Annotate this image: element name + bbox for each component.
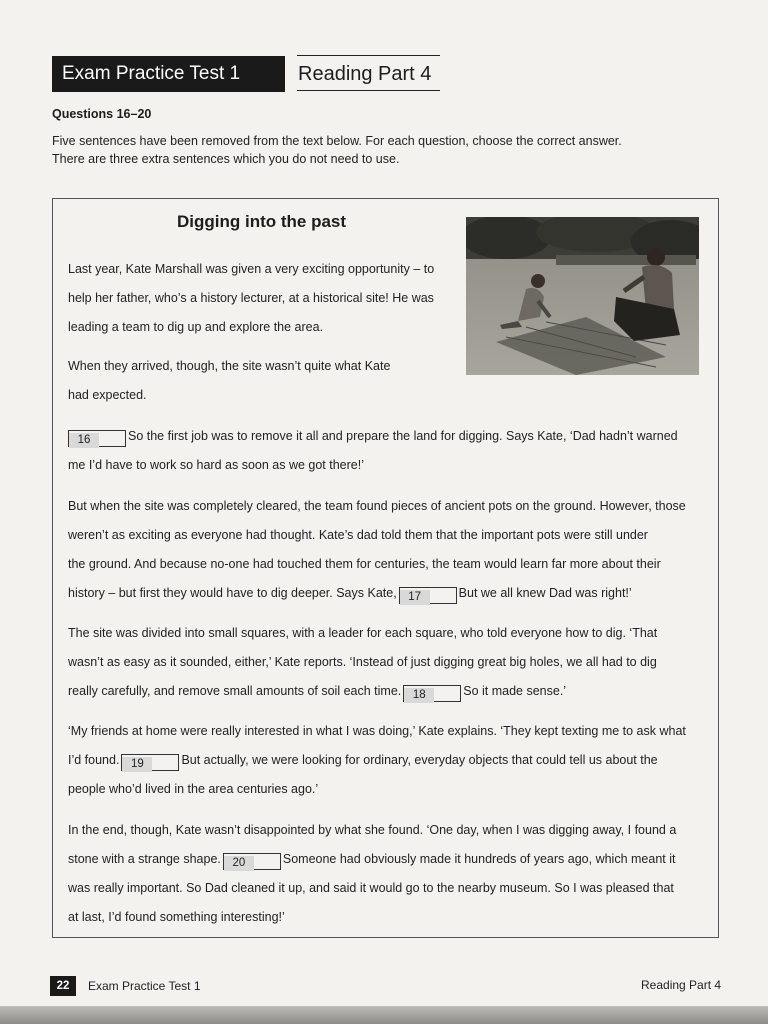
text-line: In the end, though, Kate wasn’t disappointed by what she found. ‘One day, when I was digging away, I found a	[68, 823, 677, 837]
questions-heading: Questions 16–20	[52, 107, 152, 121]
footer-part-label: Reading Part 4	[641, 978, 722, 992]
gap-number: 20	[224, 856, 254, 871]
text-span: history – but first they would have to dig deeper. Says Kate,	[68, 586, 397, 600]
answer-gap-16[interactable]	[68, 430, 126, 447]
text-line	[68, 677, 657, 706]
text-line: was really important. So Dad cleaned it up, and said it would go to the nearby museum. So I was pleased that	[68, 881, 674, 895]
gap-number: 16	[69, 433, 99, 448]
test-title-banner: Exam Practice Test 1	[52, 56, 285, 92]
text-span: really carefully, and remove small amounts of soil each time.	[68, 684, 402, 698]
text-line	[68, 746, 686, 775]
text-line: But when the site was completely cleared, the team found pieces of ancient pots on the ground. However, those	[68, 499, 686, 513]
gap-number: 18	[404, 688, 434, 703]
instruction-line: Five sentences have been removed from the text below. For each question, choose the correct answer.	[52, 134, 622, 148]
text-span: stone with a strange shape.	[68, 852, 221, 866]
gap-number: 19	[122, 757, 152, 772]
answer-gap-17[interactable]	[399, 587, 457, 604]
paragraph-5	[68, 619, 657, 706]
instruction-line: There are three extra sentences which you do not need to use.	[52, 152, 400, 166]
text-line: leading a team to dig up and explore the area.	[68, 320, 324, 334]
text-line: the ground. And because no-one had touched them for centuries, the team would learn far more about their	[68, 557, 661, 571]
text-line: people who’d lived in the area centuries ago.’	[68, 782, 319, 796]
paragraph-6	[68, 717, 686, 804]
page-edge-shadow	[0, 1006, 768, 1024]
answer-gap-20[interactable]	[223, 853, 281, 870]
part-title: Reading Part 4	[297, 55, 440, 91]
text-line: me I’d have to work so hard as soon as we got there!’	[68, 458, 364, 472]
text-line	[68, 422, 678, 451]
paragraph-2	[68, 352, 390, 410]
footer-test-label: Exam Practice Test 1	[88, 979, 201, 993]
gap-number: 17	[400, 590, 430, 605]
page-number: 22	[50, 976, 76, 996]
text-line: wasn’t as easy as it sounded, either,’ Kate reports. ‘Instead of just digging great big holes, we all had to dig	[68, 655, 657, 669]
text-line: ‘My friends at home were really interested in what I was doing,’ Kate explains. ‘They kept texting me to ask what	[68, 724, 686, 738]
text-span: But actually, we were looking for ordinary, everyday objects that could tell us about the	[181, 753, 658, 767]
instructions	[52, 132, 692, 168]
text-line: weren’t as exciting as everyone had thought. Kate’s dad told them that the important pots were still under	[68, 528, 648, 542]
text-line	[68, 845, 676, 874]
paragraph-7	[68, 816, 676, 932]
text-span: Someone had obviously made it hundreds of years ago, which meant it	[282, 852, 676, 866]
answer-gap-18[interactable]	[403, 685, 461, 702]
text-line: When they arrived, though, the site wasn’t quite what Kate	[68, 359, 391, 373]
text-span: But we all knew Dad was right!’	[458, 586, 632, 600]
paragraph-3	[68, 422, 678, 480]
text-line	[68, 579, 686, 608]
text-line: Last year, Kate Marshall was given a very exciting opportunity – to	[68, 262, 435, 276]
text-span: I’d found.	[68, 753, 120, 767]
article-photo	[466, 217, 699, 375]
text-span: So the first job was to remove it all and prepare the land for digging. Says Kate, ‘Dad hadn’t warned	[128, 429, 678, 443]
paragraph-4	[68, 492, 686, 608]
text-line: at last, I’d found something interesting!’	[68, 910, 285, 924]
text-span: So it made sense.’	[463, 684, 567, 698]
paragraph-1	[68, 255, 434, 342]
text-line: help her father, who’s a history lecturer, at a historical site! He was	[68, 291, 434, 305]
answer-gap-19[interactable]	[121, 754, 179, 771]
text-line: The site was divided into small squares, with a leader for each square, who told everyone how to dig. ‘That	[68, 626, 658, 640]
text-line: had expected.	[68, 388, 147, 402]
article-title: Digging into the past	[177, 212, 347, 231]
